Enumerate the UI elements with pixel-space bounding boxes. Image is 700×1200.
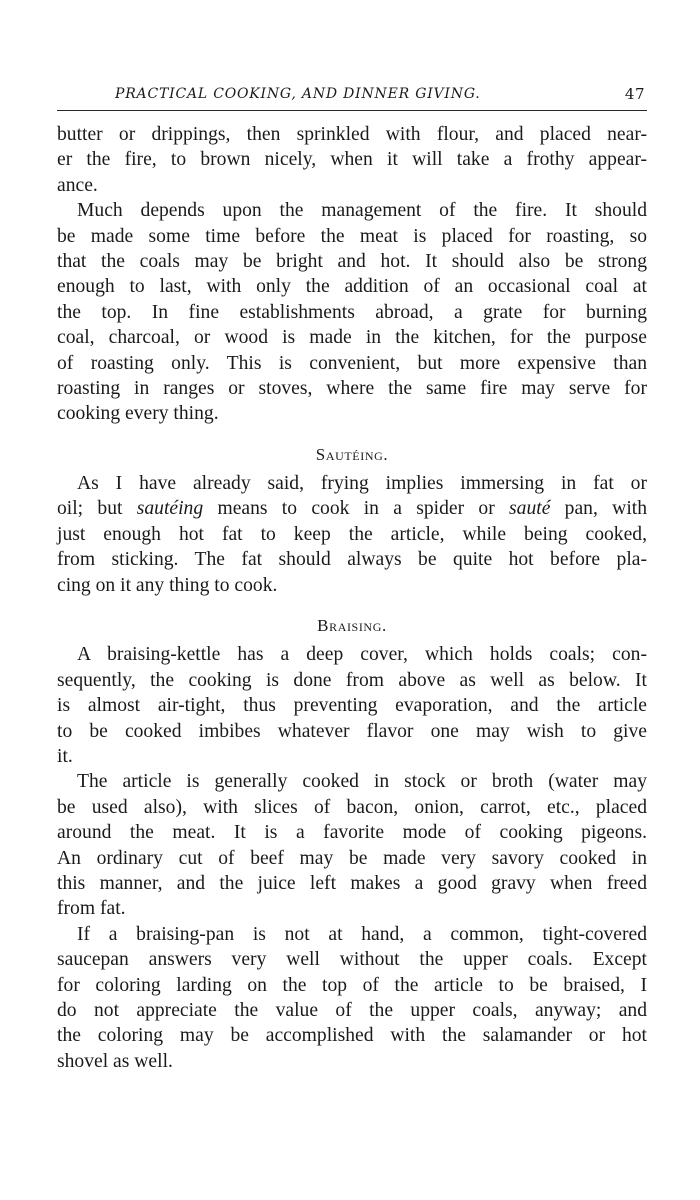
- italic-term: sautéing: [136, 498, 204, 520]
- text-line: be made some time before the meat is placed for roasting, so: [57, 225, 647, 247]
- text-line: to be cooked imbibes whatever flavor one may wish to give: [57, 720, 647, 742]
- page-body: [57, 122, 647, 1074]
- text-line: enough to last, with only the addition of an occasional coal at: [57, 276, 647, 298]
- section-heading-sauteing: Sautéing.: [315, 444, 389, 464]
- text-line: sequently, the cooking is done from above as well as below. It: [57, 669, 647, 691]
- text-line: just enough hot fat to keep the article, while being cooked,: [57, 523, 647, 545]
- running-header: [57, 82, 647, 111]
- text-line: As I have already said, frying implies immersing in fat or: [77, 473, 647, 495]
- text-line: from fat.: [57, 898, 126, 920]
- italic-term: sauté: [509, 498, 551, 520]
- paragraph-fire: [57, 198, 647, 427]
- text-line: butter or drippings, then sprinkled with flour, and placed near-: [57, 124, 647, 145]
- book-page: [57, 82, 647, 1074]
- text-run: pan, with: [550, 498, 647, 520]
- text-line: be used also), with slices of bacon, onion, carrot, etc., placed: [57, 796, 647, 818]
- text-line: that the coals may be bright and hot. It should also be strong: [57, 250, 647, 272]
- text-line: Much depends upon the management of the fire. It should: [77, 200, 647, 222]
- text-line: of roasting only. This is convenient, but more expensive than: [57, 352, 647, 374]
- text-line: for coloring larding on the top of the article to be braised, I: [57, 974, 647, 996]
- text-line: cing on it any thing to cook.: [57, 574, 278, 596]
- text-line-with-italics: [57, 496, 647, 521]
- paragraph-braising-kettle: [57, 642, 647, 769]
- paragraph-continued: [57, 122, 647, 198]
- text-run: means to cook in a spider or: [203, 498, 510, 520]
- text-line: the top. In fine establishments abroad, a grate for burning: [57, 301, 647, 323]
- text-line: coal, charcoal, or wood is made in the kitchen, for the purpose: [57, 327, 647, 349]
- text-line: do not appreciate the value of the upper coals, anyway; and: [57, 999, 647, 1021]
- paragraph-braising-pan: [57, 922, 647, 1074]
- text-line: The article is generally cooked in stock or broth (water may: [77, 771, 647, 793]
- text-line: from sticking. The fat should always be quite hot before pla-: [57, 549, 647, 571]
- text-line: An ordinary cut of beef may be made very savory cooked in: [57, 847, 647, 869]
- page-number: 47: [624, 85, 645, 103]
- text-line: ance.: [57, 174, 98, 196]
- text-line: A braising-kettle has a deep cover, which holds coals; con-: [77, 644, 647, 666]
- text-line: If a braising-pan is not at hand, a common, tight-covered: [77, 923, 647, 945]
- text-line: is almost air-tight, thus preventing evaporation, and the article: [57, 695, 647, 717]
- text-line: cooking every thing.: [57, 403, 219, 425]
- text-run: oil; but: [57, 498, 137, 520]
- paragraph-braising-stock: [57, 769, 647, 921]
- text-line: the coloring may be accomplished with the salamander or hot: [57, 1025, 647, 1047]
- text-line: it.: [57, 745, 73, 767]
- text-line: saucepan answers very well without the upper coals. Except: [57, 949, 647, 971]
- text-line: roasting in ranges or stoves, where the same fire may serve for: [57, 377, 647, 399]
- text-line: around the meat. It is a favorite mode of cooking pigeons.: [57, 822, 647, 844]
- running-title: PRACTICAL COOKING, AND DINNER GIVING.: [115, 86, 481, 102]
- text-line: er the fire, to brown nicely, when it will take a frothy appear-: [57, 149, 647, 171]
- paragraph-sauteing: [57, 471, 647, 598]
- text-line: shovel as well.: [57, 1050, 173, 1072]
- section-heading-braising: Braising.: [317, 616, 387, 636]
- text-line: this manner, and the juice left makes a good gravy when freed: [57, 872, 647, 894]
